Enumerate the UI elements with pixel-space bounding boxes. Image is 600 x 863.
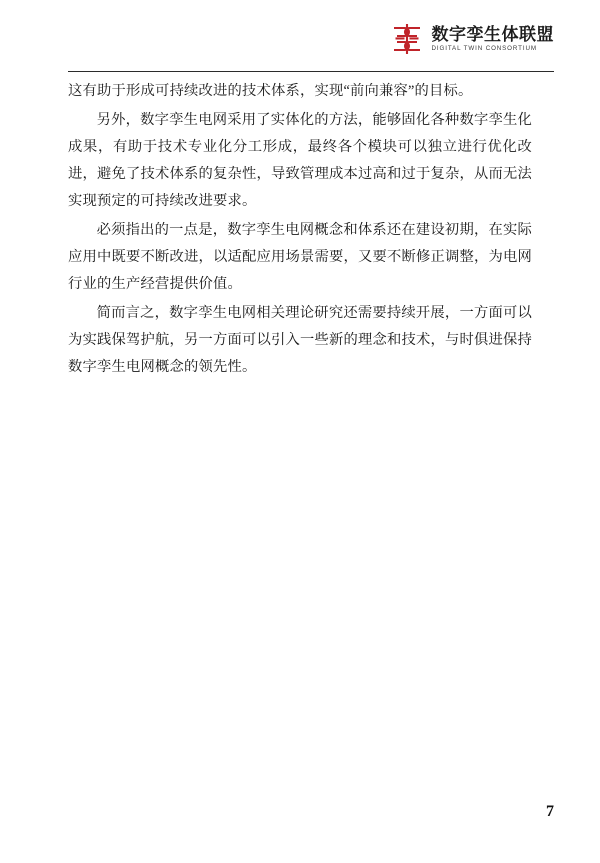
brand-text	[432, 26, 555, 52]
header-divider	[68, 71, 554, 72]
brand-header	[390, 22, 555, 56]
document-body	[68, 78, 532, 383]
brand-name-en: DIGITAL TWIN CONSORTIUM	[431, 44, 537, 52]
page-number: 7	[546, 803, 554, 820]
digital-twin-consortium-logo-icon	[390, 22, 424, 56]
paragraph: 这有助于形成可持续改进的技术体系，实现“前向兼容”的目标。	[68, 83, 473, 99]
brand-name-cn: 数字孪生体联盟	[431, 24, 554, 44]
paragraph: 另外，数字孪生电网采用了实体化的方法，能够固化各种数字孪生化成果，有助于技术专业化分工形成，最终各个模块可以独立进行优化改进，避免了技术体系的复杂性，导致管理成本过高和过于复杂，从而无法实现预定的可持续改进要求。	[68, 112, 532, 209]
paragraph: 必须指出的一点是，数字孪生电网概念和体系还在建设初期，在实际应用中既要不断改进，以适配应用场景需要，又要不断修正调整，为电网行业的生产经营提供价值。	[68, 222, 532, 292]
paragraph: 简而言之，数字孪生电网相关理论研究还需要持续开展，一方面可以为实践保驾护航，另一方面可以引入一些新的理念和技术，与时俱进保持数字孪生电网概念的领先性。	[68, 305, 532, 375]
